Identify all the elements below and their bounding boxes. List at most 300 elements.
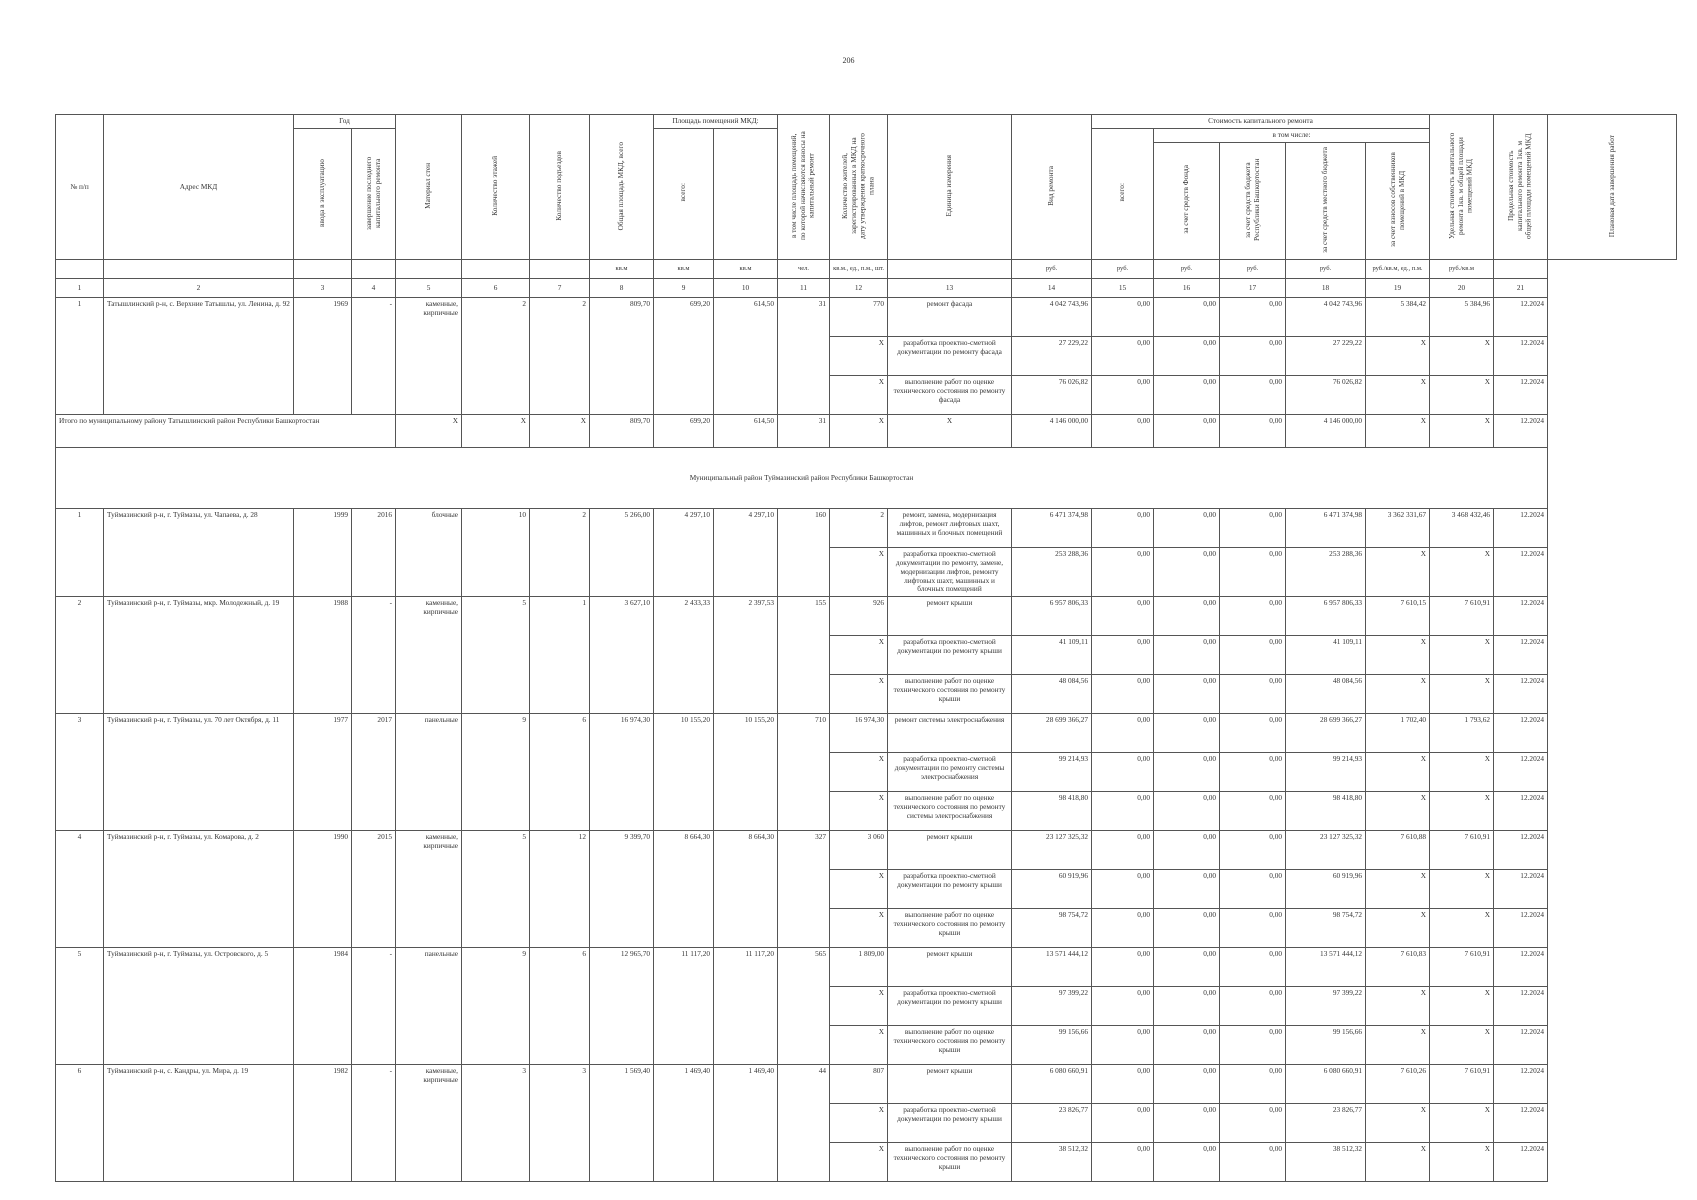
row-cost-republic: 0,00 — [1154, 1026, 1220, 1065]
row-cost-fund: 0,00 — [1092, 909, 1154, 948]
row-cost-total: 60 919,96 — [1012, 870, 1092, 909]
row-cost-local: 0,00 — [1220, 948, 1286, 987]
header-repair-type: Вид ремонта — [1012, 115, 1092, 260]
row-entrances: 3 — [530, 1065, 590, 1182]
capital-repair-table — [55, 114, 1677, 1182]
row-cost-owners: 27 229,22 — [1286, 337, 1366, 376]
row-cost-total: 4 042 743,96 — [1012, 298, 1092, 337]
column-number: 10 — [714, 279, 778, 298]
total-row — [56, 415, 1677, 448]
row-plan-date: 12.2024 — [1494, 675, 1548, 714]
row-address: Туймазинский р-н, г. Туймазы, ул. 70 лет Октября, д. 11 — [104, 714, 294, 831]
row-cost-total: 99 214,93 — [1012, 753, 1092, 792]
row-address: Туймазинский р-н, г. Туймазы, ул. Комарова, д. 2 — [104, 831, 294, 948]
row-plan-date: 12.2024 — [1494, 548, 1548, 597]
row-cost-total: 98 754,72 — [1012, 909, 1092, 948]
header-address: Адрес МКД — [104, 115, 294, 260]
row-cost-total: 6 957 806,33 — [1012, 597, 1092, 636]
row-total-area: 9 399,70 — [590, 831, 654, 948]
row-cost-local: 0,00 — [1220, 909, 1286, 948]
row-address: Туймазинский р-н, г. Туймазы, ул. Островского, д. 5 — [104, 948, 294, 1065]
row-cost-fund: 0,00 — [1092, 987, 1154, 1026]
row-plan-date: 12.2024 — [1494, 753, 1548, 792]
row-limit-cost: X — [1430, 675, 1494, 714]
row-year-last-repair: 2017 — [352, 714, 396, 831]
row-residents: 327 — [778, 831, 830, 948]
row-entrances: 6 — [530, 714, 590, 831]
row-cost-republic: 0,00 — [1154, 675, 1220, 714]
row-unit: X — [830, 1143, 888, 1182]
header-cost-total: всего: — [1092, 128, 1154, 260]
row-cost-total: 28 699 366,27 — [1012, 714, 1092, 753]
row-unit: X — [830, 1026, 888, 1065]
row-cost-local: 0,00 — [1220, 987, 1286, 1026]
total-a1: 809,70 — [590, 415, 654, 448]
row-address: Татышлинский р-н, с. Верхние Татышлы, ул. Ленина, д. 92 — [104, 298, 294, 415]
row-unit-cost: 5 384,42 — [1366, 298, 1430, 337]
row-unit-cost: X — [1366, 753, 1430, 792]
header-area-charged: в том числе площадь помещений, по которой начисляются взносы на капитальный ремонт — [778, 115, 830, 260]
row-entrances: 6 — [530, 948, 590, 1065]
row-cost-local: 0,00 — [1220, 714, 1286, 753]
row-unit-cost: 7 610,15 — [1366, 597, 1430, 636]
row-cost-republic: 0,00 — [1154, 597, 1220, 636]
row-unit-cost: 7 610,26 — [1366, 1065, 1430, 1104]
row-cost-owners: 6 471 374,98 — [1286, 509, 1366, 548]
row-cost-total: 13 571 444,12 — [1012, 948, 1092, 987]
row-cost-total: 98 418,80 — [1012, 792, 1092, 831]
row-year-last-repair: - — [352, 298, 396, 415]
row-repair-type: ремонт фасада — [888, 298, 1012, 337]
column-number: 2 — [104, 279, 294, 298]
row-area-all: 8 664,30 — [654, 831, 714, 948]
row-cost-local: 0,00 — [1220, 1104, 1286, 1143]
row-plan-date: 12.2024 — [1494, 636, 1548, 675]
row-limit-cost: 7 610,91 — [1430, 831, 1494, 870]
row-cost-fund: 0,00 — [1092, 1143, 1154, 1182]
row-cost-republic: 0,00 — [1154, 714, 1220, 753]
row-number: 6 — [56, 1065, 104, 1182]
row-cost-local: 0,00 — [1220, 1143, 1286, 1182]
row-plan-date: 12.2024 — [1494, 987, 1548, 1026]
row-year-last-repair: - — [352, 597, 396, 714]
row-area-all: 11 117,20 — [654, 948, 714, 1065]
table-body — [56, 298, 1677, 1182]
row-cost-local: 0,00 — [1220, 870, 1286, 909]
row-unit-cost: X — [1366, 675, 1430, 714]
row-cost-owners: 99 214,93 — [1286, 753, 1366, 792]
header-area-group: Площадь помещений МКД: — [654, 115, 778, 129]
row-cost-total: 6 080 660,91 — [1012, 1065, 1092, 1104]
row-cost-fund: 0,00 — [1092, 714, 1154, 753]
total-o: 4 146 000,00 — [1286, 415, 1366, 448]
row-cost-fund: 0,00 — [1092, 831, 1154, 870]
total-u: X — [830, 415, 888, 448]
row-total-area: 3 627,10 — [590, 597, 654, 714]
row-plan-date: 12.2024 — [1494, 1143, 1548, 1182]
row-cost-total: 48 084,56 — [1012, 675, 1092, 714]
row-unit: 2 — [830, 509, 888, 548]
row-plan-date: 12.2024 — [1494, 714, 1548, 753]
row-repair-type: выполнение работ по оценке технического состояния по ремонту крыши — [888, 1143, 1012, 1182]
row-cost-fund: 0,00 — [1092, 753, 1154, 792]
row-limit-cost: 7 610,91 — [1430, 597, 1494, 636]
row-number: 4 — [56, 831, 104, 948]
total-mat: X — [396, 415, 462, 448]
row-unit: X — [830, 675, 888, 714]
row-cost-fund: 0,00 — [1092, 675, 1154, 714]
row-repair-type: разработка проектно-сметной документации по ремонту, замене, модернизации лифтов, ремонту лифтовых шахт, машинных и блочных помещений — [888, 548, 1012, 597]
row-unit: X — [830, 337, 888, 376]
row-cost-republic: 0,00 — [1154, 753, 1220, 792]
header-floors: Количество этажей — [462, 115, 530, 260]
row-repair-type: разработка проектно-сметной документации по ремонту системы электроснабжения — [888, 753, 1012, 792]
row-cost-republic: 0,00 — [1154, 1065, 1220, 1104]
row-unit-cost: X — [1366, 909, 1430, 948]
column-number: 4 — [352, 279, 396, 298]
total-p: X — [1430, 415, 1494, 448]
row-repair-type: ремонт крыши — [888, 831, 1012, 870]
row-cost-fund: 0,00 — [1092, 597, 1154, 636]
row-cost-owners: 41 109,11 — [1286, 636, 1366, 675]
row-cost-local: 0,00 — [1220, 675, 1286, 714]
row-area-charged: 1 469,40 — [714, 1065, 778, 1182]
header-including: в том числе: — [1154, 128, 1430, 142]
row-repair-type: разработка проектно-сметной документации по ремонту крыши — [888, 870, 1012, 909]
row-wall-material: панельные — [396, 714, 462, 831]
header-local-budget: за счет средств местного бюджета — [1286, 142, 1366, 260]
row-cost-republic: 0,00 — [1154, 792, 1220, 831]
row-unit-cost: X — [1366, 870, 1430, 909]
row-cost-republic: 0,00 — [1154, 548, 1220, 597]
row-unit-cost: X — [1366, 337, 1430, 376]
row-cost-republic: 0,00 — [1154, 376, 1220, 415]
row-floors: 5 — [462, 597, 530, 714]
row-cost-fund: 0,00 — [1092, 948, 1154, 987]
row-limit-cost: X — [1430, 909, 1494, 948]
row-cost-owners: 23 127 325,32 — [1286, 831, 1366, 870]
row-repair-type: ремонт, замена, модернизация лифтов, ремонт лифтовых шахт, машинных и блочных помещений — [888, 509, 1012, 548]
row-floors: 9 — [462, 948, 530, 1065]
row-year-last-repair: 2016 — [352, 509, 396, 597]
table-row — [56, 509, 1677, 548]
row-repair-type: разработка проектно-сметной документации по ремонту крыши — [888, 1104, 1012, 1143]
column-number: 11 — [778, 279, 830, 298]
row-plan-date: 12.2024 — [1494, 1065, 1548, 1104]
row-unit-cost: 3 362 331,67 — [1366, 509, 1430, 548]
row-repair-type: выполнение работ по оценке технического состояния по ремонту фасада — [888, 376, 1012, 415]
row-cost-fund: 0,00 — [1092, 792, 1154, 831]
row-cost-owners: 28 699 366,27 — [1286, 714, 1366, 753]
column-number: 3 — [294, 279, 352, 298]
row-wall-material: каменные, кирпичные — [396, 831, 462, 948]
page-number: 206 — [842, 56, 855, 65]
row-cost-local: 0,00 — [1220, 636, 1286, 675]
header-residents: Количество жителей, зарегистрированных в МКД на дату утверждения краткосрочного плана — [830, 115, 888, 260]
row-cost-fund: 0,00 — [1092, 870, 1154, 909]
row-cost-local: 0,00 — [1220, 792, 1286, 831]
total-label: Итого по муниципальному району Татышлинский район Республики Башкортостан — [56, 415, 396, 448]
row-total-area: 16 974,30 — [590, 714, 654, 831]
row-cost-total: 97 399,22 — [1012, 987, 1092, 1026]
row-unit: X — [830, 753, 888, 792]
row-wall-material: блочные — [396, 509, 462, 597]
column-number: 21 — [1494, 279, 1548, 298]
row-entrances: 1 — [530, 597, 590, 714]
row-number: 1 — [56, 509, 104, 597]
row-limit-cost: X — [1430, 987, 1494, 1026]
row-cost-owners: 6 080 660,91 — [1286, 1065, 1366, 1104]
row-plan-date: 12.2024 — [1494, 298, 1548, 337]
header-plan-date: Плановая дата завершения работ — [1548, 115, 1677, 260]
row-cost-republic: 0,00 — [1154, 831, 1220, 870]
header-republic-budget: за счет средств бюджета Республики Башкортостан — [1220, 142, 1286, 260]
row-unit-cost: X — [1366, 636, 1430, 675]
table-header — [56, 115, 1677, 298]
row-wall-material: панельные — [396, 948, 462, 1065]
row-cost-owners: 4 042 743,96 — [1286, 298, 1366, 337]
row-area-charged: 8 664,30 — [714, 831, 778, 948]
row-entrances: 2 — [530, 298, 590, 415]
row-cost-fund: 0,00 — [1092, 337, 1154, 376]
row-limit-cost: 7 610,91 — [1430, 948, 1494, 987]
row-residents: 44 — [778, 1065, 830, 1182]
row-unit: X — [830, 987, 888, 1026]
row-entrances: 12 — [530, 831, 590, 948]
row-entrances: 2 — [530, 509, 590, 597]
row-cost-local: 0,00 — [1220, 597, 1286, 636]
row-year-last-repair: - — [352, 948, 396, 1065]
row-cost-local: 0,00 — [1220, 753, 1286, 792]
units-row: кв.м кв.м кв.м чел. кв.м., ед., п.м., шт. руб. руб. руб. руб. руб. руб./кв.м, ед., п.м. руб./кв.м — [56, 260, 1677, 279]
row-unit-cost: 1 702,40 — [1366, 714, 1430, 753]
row-number: 5 — [56, 948, 104, 1065]
table-row — [56, 298, 1677, 337]
header-limit-cost: Предельная стоимость капитального ремонта 1кв. м общей площади помещений МКД — [1494, 115, 1548, 260]
total-b: 0,00 — [1154, 415, 1220, 448]
row-cost-republic: 0,00 — [1154, 948, 1220, 987]
row-cost-total: 27 229,22 — [1012, 337, 1092, 376]
row-repair-type: ремонт крыши — [888, 948, 1012, 987]
row-plan-date: 12.2024 — [1494, 792, 1548, 831]
row-floors: 9 — [462, 714, 530, 831]
row-cost-owners: 253 288,36 — [1286, 548, 1366, 597]
row-number: 2 — [56, 597, 104, 714]
row-limit-cost: X — [1430, 548, 1494, 597]
column-number: 12 — [830, 279, 888, 298]
row-cost-republic: 0,00 — [1154, 1143, 1220, 1182]
column-number: 7 — [530, 279, 590, 298]
row-cost-total: 76 026,82 — [1012, 376, 1092, 415]
row-cost-owners: 6 957 806,33 — [1286, 597, 1366, 636]
row-cost-fund: 0,00 — [1092, 1026, 1154, 1065]
row-area-all: 699,20 — [654, 298, 714, 415]
column-number: 8 — [590, 279, 654, 298]
row-unit: X — [830, 1104, 888, 1143]
row-area-all: 10 155,20 — [654, 714, 714, 831]
row-cost-owners: 13 571 444,12 — [1286, 948, 1366, 987]
row-cost-local: 0,00 — [1220, 548, 1286, 597]
column-number: 1 — [56, 279, 104, 298]
row-limit-cost: X — [1430, 1026, 1494, 1065]
row-total-area: 1 569,40 — [590, 1065, 654, 1182]
total-fl: X — [462, 415, 530, 448]
row-unit-cost: X — [1366, 1104, 1430, 1143]
row-cost-owners: 48 084,56 — [1286, 675, 1366, 714]
column-number: 20 — [1430, 279, 1494, 298]
row-unit: 926 — [830, 597, 888, 636]
column-number: 17 — [1220, 279, 1286, 298]
row-limit-cost: X — [1430, 337, 1494, 376]
row-cost-local: 0,00 — [1220, 1065, 1286, 1104]
total-d: 12.2024 — [1494, 415, 1548, 448]
row-unit-cost: 7 610,88 — [1366, 831, 1430, 870]
row-cost-owners: 23 826,77 — [1286, 1104, 1366, 1143]
row-cost-local: 0,00 — [1220, 337, 1286, 376]
row-unit: 770 — [830, 298, 888, 337]
column-number: 13 — [888, 279, 1012, 298]
table-row — [56, 714, 1677, 753]
row-unit: X — [830, 548, 888, 597]
row-plan-date: 12.2024 — [1494, 597, 1548, 636]
row-unit: X — [830, 636, 888, 675]
row-year-commissioning: 1990 — [294, 831, 352, 948]
total-t: 4 146 000,00 — [1012, 415, 1092, 448]
row-limit-cost: X — [1430, 753, 1494, 792]
row-limit-cost: X — [1430, 870, 1494, 909]
row-repair-type: выполнение работ по оценке технического состояния по ремонту крыши — [888, 1026, 1012, 1065]
row-cost-local: 0,00 — [1220, 509, 1286, 548]
header-unit-cost: Удельная стоимость капитального ремонта 1кв. м общей площади помещений МКД — [1430, 115, 1494, 260]
row-limit-cost: X — [1430, 376, 1494, 415]
row-cost-fund: 0,00 — [1092, 636, 1154, 675]
row-plan-date: 12.2024 — [1494, 509, 1548, 548]
row-cost-republic: 0,00 — [1154, 909, 1220, 948]
row-residents: 710 — [778, 714, 830, 831]
row-area-charged: 2 397,53 — [714, 597, 778, 714]
column-numbers-row — [56, 279, 1677, 298]
table-row — [56, 1065, 1677, 1104]
row-wall-material: каменные, кирпичные — [396, 1065, 462, 1182]
table-row — [56, 948, 1677, 987]
column-number: 18 — [1286, 279, 1366, 298]
row-unit-cost: X — [1366, 376, 1430, 415]
column-number: 9 — [654, 279, 714, 298]
row-plan-date: 12.2024 — [1494, 1026, 1548, 1065]
total-l: 0,00 — [1220, 415, 1286, 448]
row-plan-date: 12.2024 — [1494, 909, 1548, 948]
row-unit-cost: X — [1366, 1026, 1430, 1065]
header-owners: за счет взносов собственников помещений в МКД — [1366, 142, 1430, 260]
row-floors: 10 — [462, 509, 530, 597]
row-area-all: 4 297,10 — [654, 509, 714, 597]
row-unit-cost: X — [1366, 1143, 1430, 1182]
row-number: 3 — [56, 714, 104, 831]
row-cost-local: 0,00 — [1220, 1026, 1286, 1065]
row-wall-material: каменные, кирпичные — [396, 298, 462, 415]
row-repair-type: выполнение работ по оценке технического состояния по ремонту крыши — [888, 909, 1012, 948]
row-number: 1 — [56, 298, 104, 415]
row-cost-local: 0,00 — [1220, 298, 1286, 337]
row-cost-total: 6 471 374,98 — [1012, 509, 1092, 548]
row-unit: X — [830, 909, 888, 948]
header-area-all: всего: — [654, 128, 714, 260]
total-a3: 614,50 — [714, 415, 778, 448]
header-cost-group: Стоимость капитального ремонта — [1092, 115, 1430, 129]
column-number: 15 — [1092, 279, 1154, 298]
row-cost-republic: 0,00 — [1154, 337, 1220, 376]
row-total-area: 12 965,70 — [590, 948, 654, 1065]
row-limit-cost: 1 793,62 — [1430, 714, 1494, 753]
row-address: Туймазинский р-н, г. Туймазы, ул. Чапаева, д. 28 — [104, 509, 294, 597]
row-repair-type: выполнение работ по оценке технического состояния по ремонту крыши — [888, 675, 1012, 714]
row-limit-cost: 7 610,91 — [1430, 1065, 1494, 1104]
header-last-repair: завершение последнего капитального ремонта — [352, 128, 396, 260]
row-cost-owners: 99 156,66 — [1286, 1026, 1366, 1065]
total-res: 31 — [778, 415, 830, 448]
row-area-charged: 10 155,20 — [714, 714, 778, 831]
header-total-area: Общая площадь МКД, всего — [590, 115, 654, 260]
row-cost-total: 23 127 325,32 — [1012, 831, 1092, 870]
row-cost-republic: 0,00 — [1154, 870, 1220, 909]
row-unit-cost: 7 610,83 — [1366, 948, 1430, 987]
row-unit: X — [830, 376, 888, 415]
header-commissioning: ввода в эксплуатацию — [294, 128, 352, 260]
row-repair-type: разработка проектно-сметной документации по ремонту крыши — [888, 987, 1012, 1026]
row-residents: 565 — [778, 948, 830, 1065]
row-cost-total: 253 288,36 — [1012, 548, 1092, 597]
total-s: X — [1366, 415, 1430, 448]
row-year-commissioning: 1988 — [294, 597, 352, 714]
row-year-commissioning: 1984 — [294, 948, 352, 1065]
row-cost-total: 41 109,11 — [1012, 636, 1092, 675]
row-limit-cost: X — [1430, 1104, 1494, 1143]
row-area-charged: 614,50 — [714, 298, 778, 415]
row-unit: 1 809,00 — [830, 948, 888, 987]
municipality-row — [56, 448, 1677, 509]
row-cost-fund: 0,00 — [1092, 376, 1154, 415]
column-number: 6 — [462, 279, 530, 298]
header-area-blank — [714, 128, 778, 260]
row-repair-type: разработка проектно-сметной документации по ремонту крыши — [888, 636, 1012, 675]
row-area-all: 2 433,33 — [654, 597, 714, 714]
total-ent: X — [530, 415, 590, 448]
row-limit-cost: 5 384,96 — [1430, 298, 1494, 337]
column-number: 16 — [1154, 279, 1220, 298]
row-cost-local: 0,00 — [1220, 376, 1286, 415]
column-number: 5 — [396, 279, 462, 298]
row-cost-fund: 0,00 — [1092, 1065, 1154, 1104]
row-unit: X — [830, 870, 888, 909]
row-cost-total: 38 512,32 — [1012, 1143, 1092, 1182]
row-area-charged: 11 117,20 — [714, 948, 778, 1065]
row-limit-cost: X — [1430, 792, 1494, 831]
row-repair-type: разработка проектно-сметной документации по ремонту фасада — [888, 337, 1012, 376]
row-cost-fund: 0,00 — [1092, 1104, 1154, 1143]
row-cost-fund: 0,00 — [1092, 548, 1154, 597]
row-limit-cost: 3 468 432,46 — [1430, 509, 1494, 548]
row-total-area: 5 266,00 — [590, 509, 654, 597]
row-residents: 155 — [778, 597, 830, 714]
row-cost-total: 99 156,66 — [1012, 1026, 1092, 1065]
row-year-commissioning: 1977 — [294, 714, 352, 831]
row-cost-fund: 0,00 — [1092, 509, 1154, 548]
row-address: Туймазинский р-н, с. Кандры, ул. Мира, д. 19 — [104, 1065, 294, 1182]
row-cost-republic: 0,00 — [1154, 1104, 1220, 1143]
row-year-last-repair: 2015 — [352, 831, 396, 948]
column-number: 14 — [1012, 279, 1092, 298]
row-year-last-repair: - — [352, 1065, 396, 1182]
